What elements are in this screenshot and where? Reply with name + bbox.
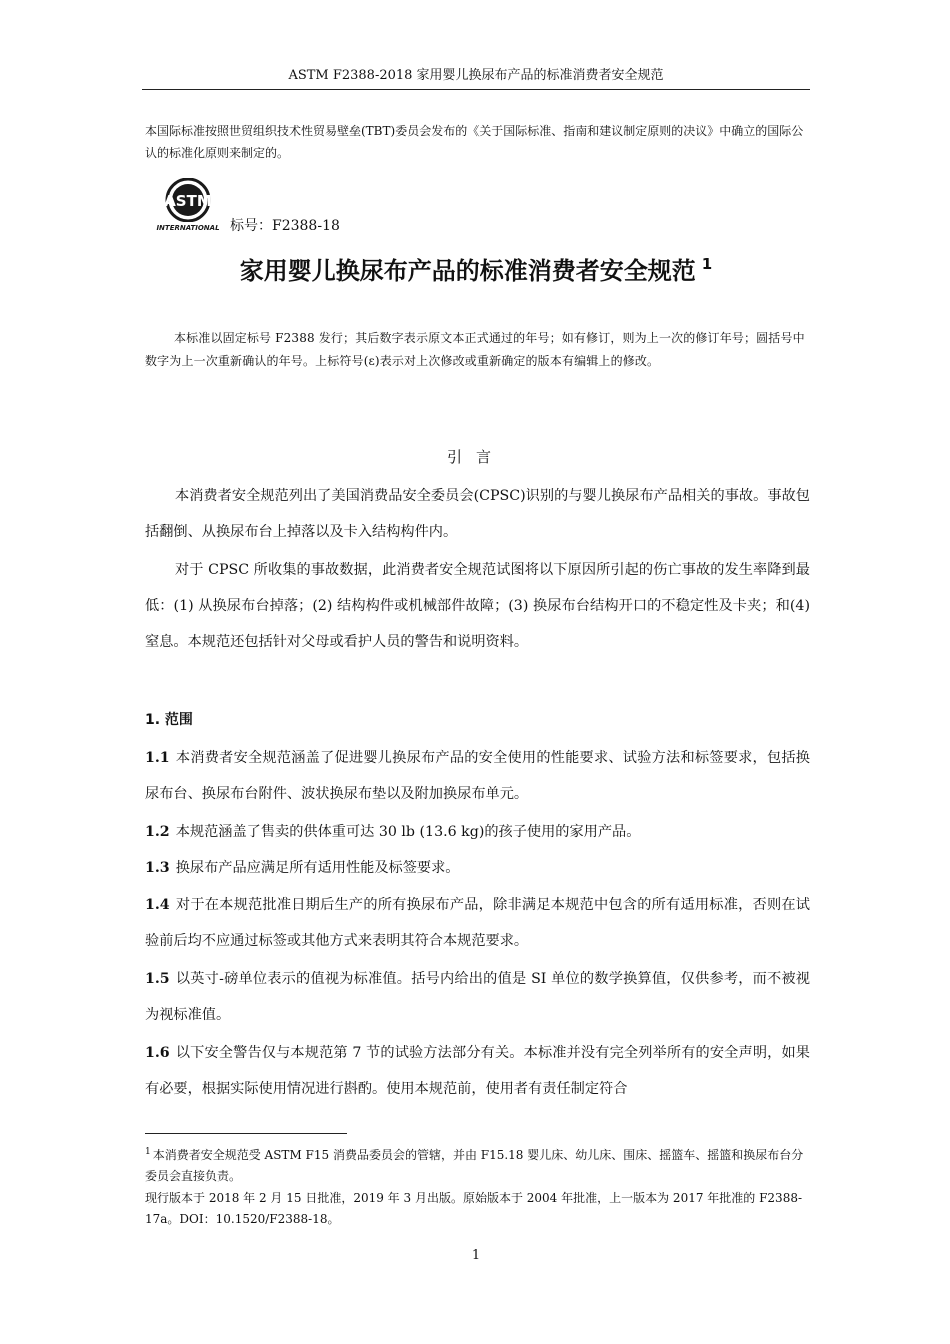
document-title: [142, 246, 810, 289]
title-footnote-mark: 1: [701, 255, 713, 273]
clause-text: 以英寸-磅单位表示的值视为标准值。括号内给出的值是 SI 单位的数学换算值，仅供参考，而不被视为视标准值。: [145, 971, 810, 1023]
footnote-text: 本消费者安全规范受 ASTM F15 消费品委员会的管辖，并由 F15.18 婴儿床、幼儿床、围床、摇篮车、摇篮和换尿布台分委员会直接负责。: [145, 1148, 804, 1183]
preamble-text: 本国际标准按照世贸组织技术性贸易壁垒(TBT)委员会发布的《关于国际标准、指南和建议制定原则的决议》中确立的国际公认的标准化原则来制定的。: [145, 124, 804, 160]
standard-note: 本标准以固定标号 F2388 发行；其后数字表示原文本正式通过的年号；如有修订，则为上一次的修订年号；圆括号中数字为上一次重新确认的年号。上标符号(ε)表示对上次修改或重新确定的版本有编辑上的修改。: [145, 331, 805, 368]
clause-1-1: [145, 740, 810, 812]
clause-number: 1.4: [145, 897, 170, 913]
clause-text: 换尿布产品应满足所有适用性能及标签要求。: [175, 860, 460, 876]
clause-1-3: [145, 850, 810, 886]
header-rule: [142, 89, 810, 90]
clause-number: 1.1: [145, 750, 170, 766]
clause-number: 1.2: [145, 824, 170, 840]
section-heading-scope: 1. 范围: [145, 712, 193, 728]
clause-text: 本消费者安全规范涵盖了促进婴儿换尿布产品的安全使用的性能要求、试验方法和标签要求，包括换尿布台、换尿布台附件、波状换尿布垫以及附加换尿布单元。: [145, 750, 810, 802]
clause-1-2: [145, 814, 810, 850]
astm-logo: [156, 178, 220, 234]
footnote-mark: 1: [145, 1147, 151, 1157]
clause-text: 以下安全警告仅与本规范第 7 节的试验方法部分有关。本标准并没有完全列举所有的安全声明，如果有必要，根据实际使用情况进行斟酌。使用本规范前，使用者有责任制定符合: [145, 1045, 810, 1097]
introduction-paragraph: 本消费者安全规范列出了美国消费品安全委员会(CPSC)识别的与婴儿换尿布产品相关的事故。事故包括翻倒、从换尿布台上掉落以及卡入结构构件内。: [145, 488, 810, 540]
clause-number: 1.6: [145, 1045, 170, 1061]
logo-sub-text: INTERNATIONAL: [156, 224, 220, 232]
page-number: 1: [471, 1248, 481, 1263]
footnote-approval: 现行版本于 2018 年 2 月 15 日批准，2019 年 3 月出版。原始版本于 2004 年批准，上一版本为 2017 年批准的 F2388- 17a。DOI：10.1520/F2388-18。: [145, 1191, 803, 1226]
footnote-1: [145, 1142, 810, 1187]
introduction-heading: 引言: [446, 448, 505, 466]
logo-brand-text: ASTM: [164, 192, 212, 210]
running-header: ASTM F2388-2018 家用婴儿换尿布产品的标准消费者安全规范: [288, 68, 664, 83]
clause-text: 对于在本规范批准日期后生产的所有换尿布产品，除非满足本规范中包含的所有适用标准，否则在试验前后均不应通过标签或其他方式来表明其符合本规范要求。: [145, 897, 810, 949]
clause-number: 1.3: [145, 860, 170, 876]
clause-1-4: [145, 887, 810, 959]
introduction-paragraph: 对于 CPSC 所收集的事故数据，此消费者安全规范试图将以下原因所引起的伤亡事故的发生率降到最低：(1) 从换尿布台掉落；(2) 结构构件或机械部件故障；(3) 换尿布台结构开口的不稳定性及卡夹；和(4) 窒息。本规范还包括针对父母或看护人员的警告和说明资料。: [145, 562, 810, 650]
designation: 标号：F2388-18: [230, 218, 340, 234]
clause-text: 本规范涵盖了售卖的供体重可达 30 lb (13.6 kg)的孩子使用的家用产品。: [175, 824, 641, 840]
title-text: 家用婴儿换尿布产品的标准消费者安全规范: [239, 257, 696, 285]
clause-1-6: [145, 1035, 810, 1107]
clause-number: 1.5: [145, 971, 170, 987]
footnote-rule: [145, 1133, 347, 1134]
clause-1-5: [145, 961, 810, 1033]
